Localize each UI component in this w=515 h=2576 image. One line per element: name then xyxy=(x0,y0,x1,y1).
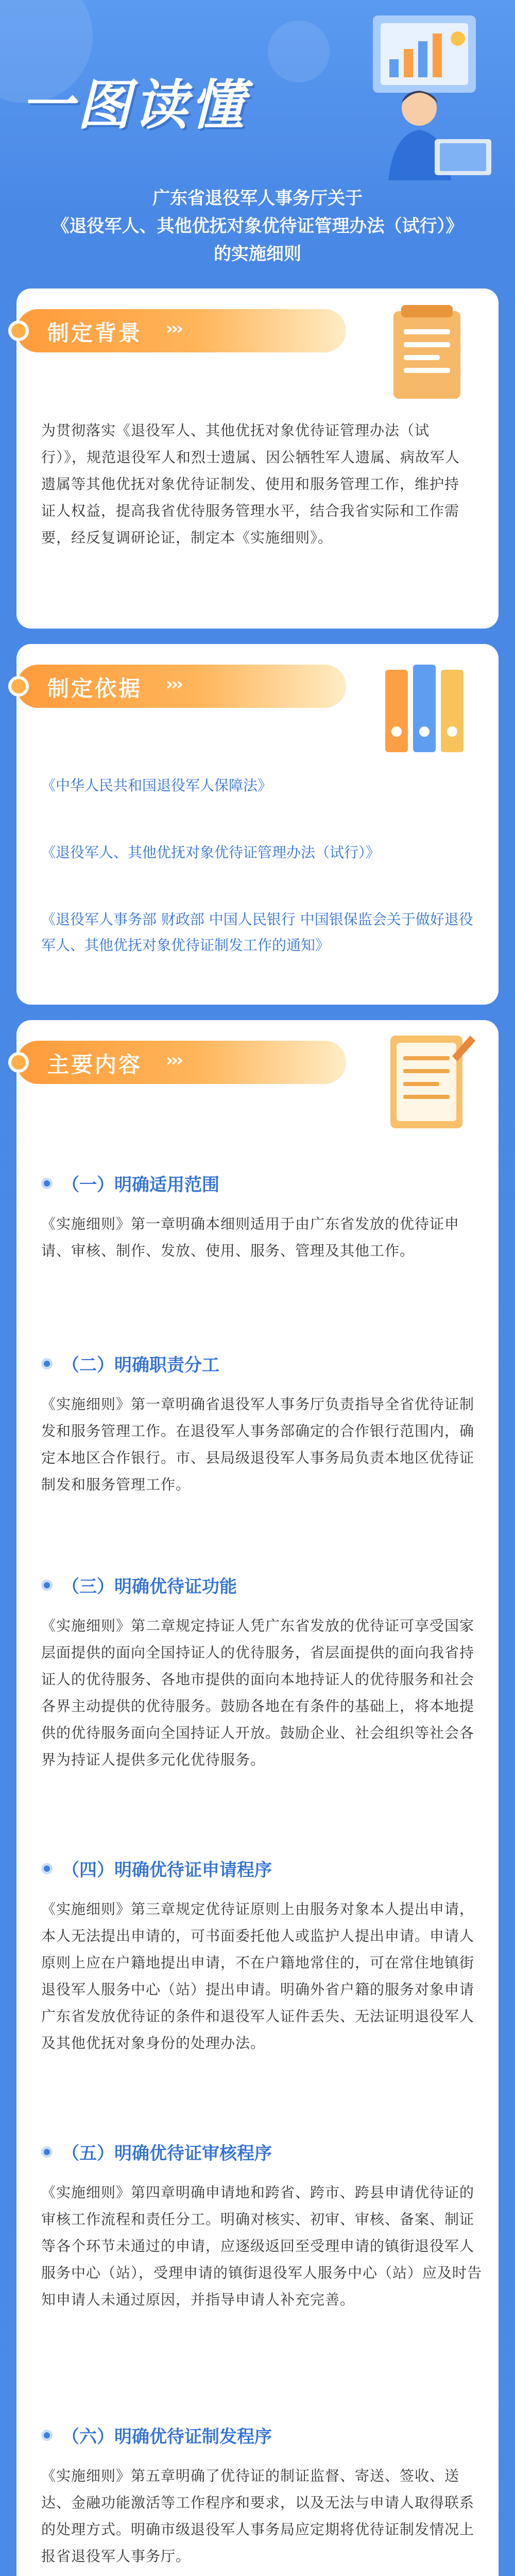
bullet-dot-icon xyxy=(41,1863,53,1874)
binders-icon xyxy=(375,654,478,757)
bullet-dot-icon xyxy=(41,2146,53,2158)
section-title: 制定背景 xyxy=(47,320,143,346)
bullet-dot-icon xyxy=(41,1358,53,1369)
notepad-pen-icon xyxy=(375,1025,478,1133)
hero-subtitle-line: 《退役军人、其他优抚对象优待证管理办法（试行）》 xyxy=(52,216,464,236)
hero-title: 一图读懂 xyxy=(21,74,248,137)
content-item-title: （四）明确优待证申请程序 xyxy=(62,1860,272,1880)
worker-illustration-icon xyxy=(357,10,496,180)
section-header-content xyxy=(16,1041,346,1084)
content-item-heading xyxy=(41,1170,484,1196)
basis-item: 《退役军人、其他优抚对象优待证管理办法（试行）》 xyxy=(41,844,381,861)
background-text: 为贯彻落实《退役军人、其他优抚对象优待证管理办法（试行）》，规范退役军人和烈士遗属、因公牺牲军人遗属、病故军人遗属等其他优抚对象优待证制发、使用和服务管理工作，维护持证人权益，提高我省优待服务管理水平，结合我省实际和工作需要，经反复调研论证，制定本《实施细则》。 xyxy=(41,422,460,546)
basis-card xyxy=(16,644,499,1005)
content-item-text: 《实施细则》第五章明确了优待证的制证监督、寄送、签收、送达、金融功能激活等工作程序和要求，以及无法与申请人取得联系的处理方式。明确市级退役军人事务局应定期将优待证制发情况上报省退役军人事务厅。 xyxy=(41,2467,475,2565)
section-title: 主要内容 xyxy=(47,1052,143,1077)
section-header-basis xyxy=(16,665,346,708)
basis-item: 《退役军人事务部 财政部 中国人民银行 中国银保监会关于做好退役军人、其他优抚对象优待证制发工作的通知》 xyxy=(41,911,473,954)
content-item-title: （一）明确适用范围 xyxy=(62,1175,219,1195)
decor-circle xyxy=(268,21,330,82)
content-item-text: 《实施细则》第二章规定持证人凭广东省发放的优待证可享受国家层面提供的面向全国持证人的优待服务，省层面提供的面向我省持证人的优待服务、各地市提供的面向本地持证人的优待服务和社会各界主动提供的优待服务。鼓励各地在有条件的基础上，将本地提供的优待服务面向全国持证人开放。鼓励企业、社会组织等社会各界为持证人提供多元化优待服务。 xyxy=(41,1617,475,1768)
arrows-icon: ››› xyxy=(166,318,182,339)
bullet-dot-icon xyxy=(8,676,29,697)
content-item-heading xyxy=(41,2421,484,2448)
content-item-heading xyxy=(41,1350,484,1377)
background-card xyxy=(16,289,499,629)
document-icon xyxy=(378,301,476,404)
hero-banner xyxy=(0,0,515,289)
content-item-heading xyxy=(41,1855,484,1882)
bullet-dot-icon xyxy=(41,2430,53,2441)
content-item-title: （五）明确优待证审核程序 xyxy=(62,2143,272,2164)
content-item-text: 《实施细则》第一章明确本细则适用于由广东省发放的优待证申请、审核、制作、发放、使用、服务、管理及其他工作。 xyxy=(41,1215,460,1259)
content-item-text: 《实施细则》第三章规定优待证原则上由服务对象本人提出申请，本人无法提出申请的，可书面委托他人或监护人提出申请。申请人原则上应在户籍地提出申请，不在户籍地常住的，可在常住地镇街退役军人服务中心（站）提出申请。明确外省户籍的服务对象申请广东省发放优待证的条件和退役军人证件丢失、无法证明退役军人及其他优抚对象身份的处理办法。 xyxy=(41,1901,475,2052)
hero-subtitle-line: 的实施细则 xyxy=(214,244,301,264)
bullet-dot-icon xyxy=(8,1052,29,1073)
content-card xyxy=(16,1020,499,2576)
bullet-dot-icon xyxy=(41,1580,53,1591)
bullet-dot-icon xyxy=(41,1178,53,1189)
arrows-icon: ››› xyxy=(166,674,182,694)
basis-item: 《中华人民共和国退役军人保障法》 xyxy=(41,777,272,794)
bullet-dot-icon xyxy=(8,320,29,341)
section-header-background xyxy=(16,309,346,352)
content-item-heading xyxy=(41,2138,484,2165)
content-item-text: 《实施细则》第四章明确申请地和跨省、跨市、跨县申请优待证的审核工作流程和责任分工。明确对核实、初审、审核、备案、制证等各个环节未通过的申请，应逐级返回至受理申请的镇街退役军人服务中心（站），受理申请的镇街退役军人服务中心（站）应及时告知申请人未通过原因，并指导申请人补充完善。 xyxy=(41,2184,483,2308)
content-item-title: （六）明确优待证制发程序 xyxy=(62,2427,272,2447)
content-item-heading xyxy=(41,1571,484,1598)
content-item-title: （二）明确职责分工 xyxy=(62,1355,219,1376)
content-item-title: （三）明确优待证功能 xyxy=(62,1577,237,1597)
arrows-icon: ››› xyxy=(166,1050,182,1071)
hero-subtitle-line: 广东省退役军人事务厅关于 xyxy=(152,188,363,209)
section-title: 制定依据 xyxy=(47,676,143,701)
content-item-text: 《实施细则》第一章明确省退役军人事务厅负责指导全省优待证制发和服务管理工作。在退役军人事务部确定的合作银行范围内，确定本地区合作银行。市、县局级退役军人事务局负责本地区优待证制发和服务管理工作。 xyxy=(41,1396,475,1493)
